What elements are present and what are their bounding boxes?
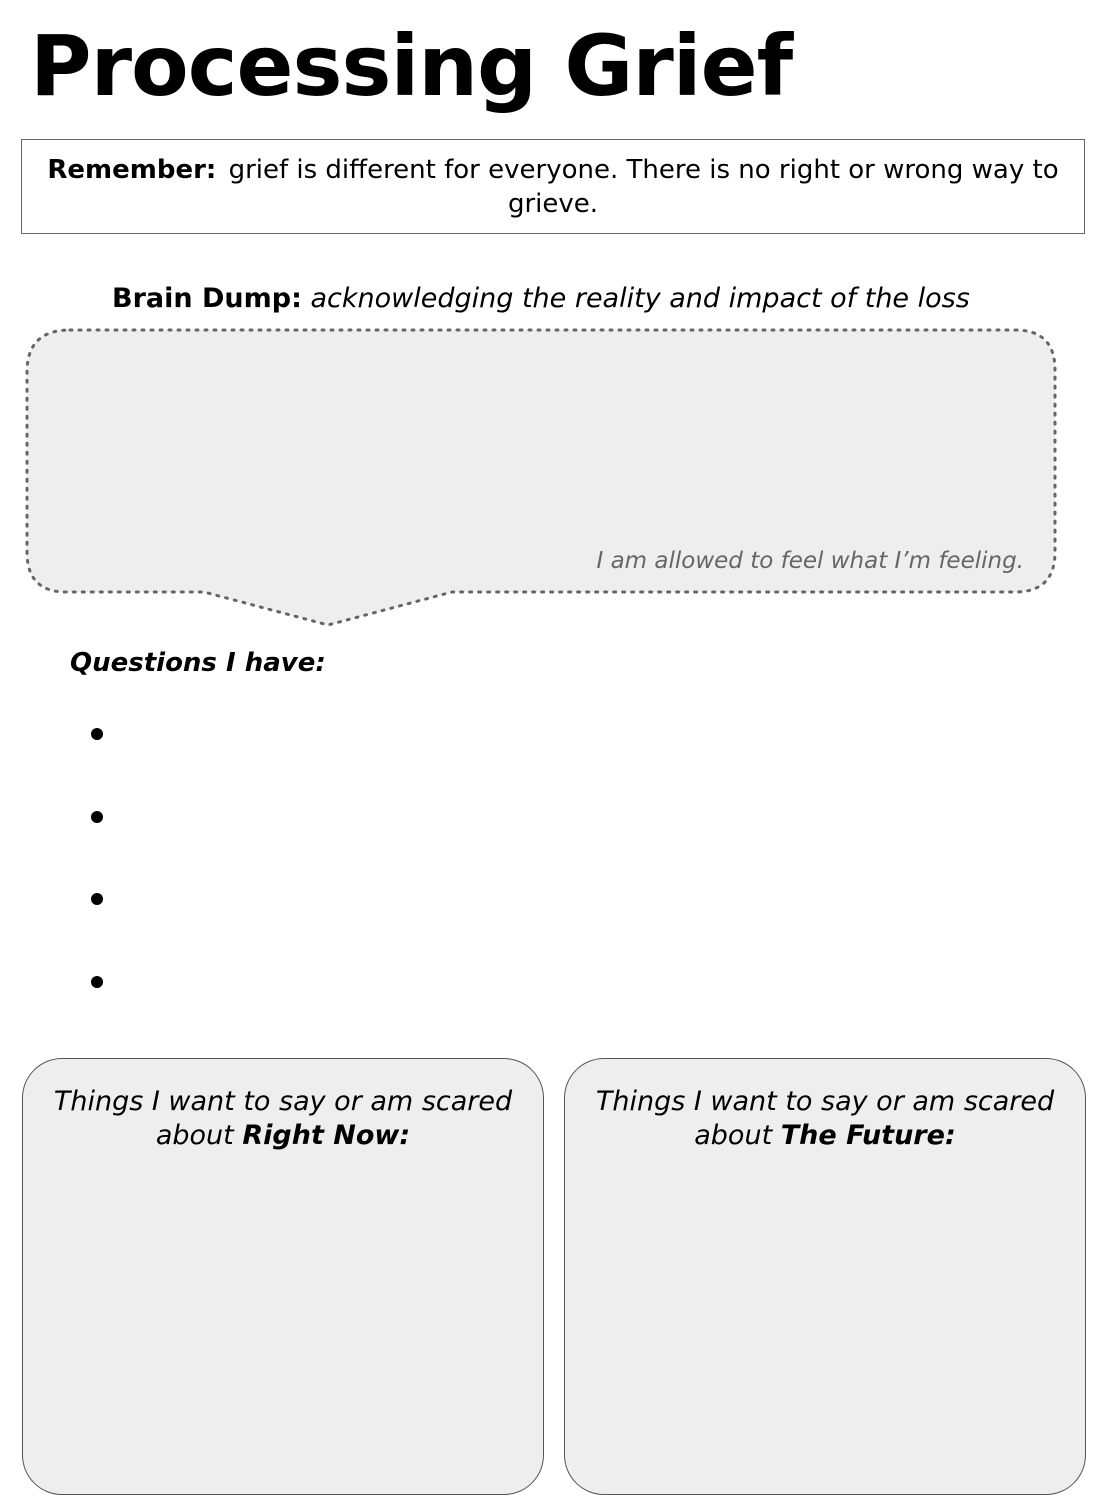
- future-prefix: Things I want to say or am scared about: [595, 1086, 1055, 1151]
- right-now-prefix: Things I want to say or am scared about: [53, 1086, 513, 1151]
- question-bullet-3: [91, 893, 103, 905]
- remember-label: Remember:: [47, 154, 217, 185]
- brain-dump-subtitle: acknowledging the reality and impact of the loss: [310, 283, 970, 314]
- future-panel[interactable]: [564, 1058, 1086, 1495]
- future-emphasis: The Future:: [780, 1120, 956, 1151]
- future-heading: [565, 1085, 1085, 1153]
- brain-dump-bubble[interactable]: [0, 0, 1116, 640]
- question-bullet-2: [91, 811, 103, 823]
- brain-dump-label: Brain Dump:: [112, 283, 302, 314]
- question-bullet-4: [91, 976, 103, 988]
- brain-dump-note: I am allowed to feel what I’m feeling.: [596, 548, 1024, 574]
- right-now-emphasis: Right Now:: [242, 1120, 411, 1151]
- questions-heading: Questions I have:: [70, 648, 326, 678]
- remember-message: grief is different for everyone. There is no right or wrong way to grieve.: [228, 154, 1059, 219]
- page-title: Processing Grief: [30, 17, 793, 115]
- right-now-panel[interactable]: [22, 1058, 544, 1495]
- right-now-heading: [23, 1085, 543, 1153]
- question-bullet-1: [91, 728, 103, 740]
